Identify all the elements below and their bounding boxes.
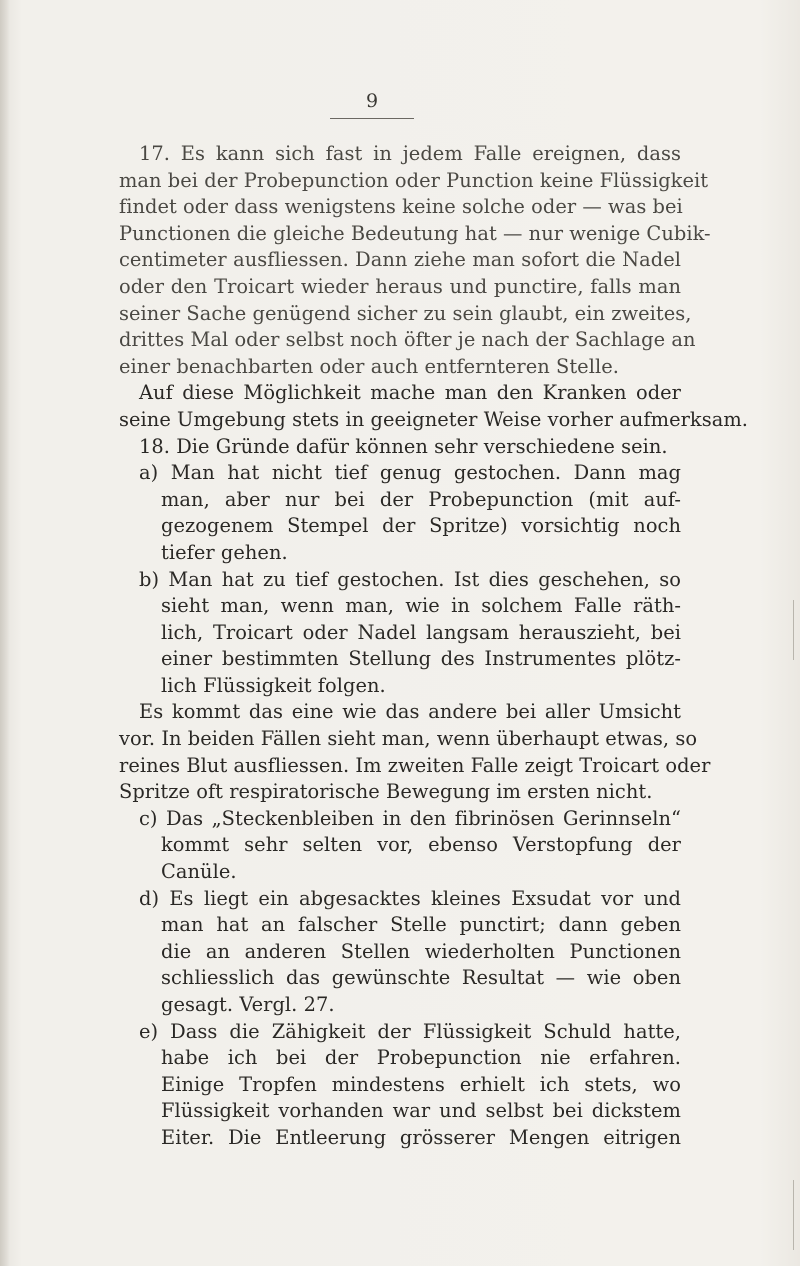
text-line: Punctionen die gleiche Bedeutung hat — nur wenige Cubik- <box>119 221 711 245</box>
text-line: drittes Mal oder selbst noch öfter je nach der Sachlage an <box>119 328 696 352</box>
text-line: findet oder dass wenigstens keine solche oder — was bei <box>119 195 683 219</box>
text-line: die an anderen Stellen wiederholten Punctionen <box>161 939 681 963</box>
text-line: gesagt. Vergl. 27. <box>161 993 335 1016</box>
text-line: habe ich bei der Probepunction nie erfahren. <box>161 1046 681 1070</box>
text-line: tiefer gehen. <box>161 540 288 564</box>
text-line: einer bestimmten Stellung des Instrumentes plötz- <box>161 647 681 671</box>
text-line: 18. Die Gründe dafür können sehr verschiedene sein. <box>139 434 668 458</box>
text-line: Es kommt das eine wie das andere bei aller Umsicht <box>139 700 681 724</box>
text-line: lich, Troicart oder Nadel langsam herauszieht, bei <box>161 620 681 644</box>
text-line: vor. In beiden Fällen sieht man, wenn überhaupt etwas, so <box>119 727 698 751</box>
text-line: Eiter. Die Entleerung grösserer Mengen eitrigen <box>161 1125 681 1149</box>
text-line: gezogenem Stempel der Spritze) vorsichtig noch <box>161 514 681 538</box>
text-line: a) Man hat nicht tief genug gestochen. Dann mag <box>139 461 681 485</box>
text-line: Flüssigkeit vorhanden war und selbst bei dickstem <box>161 1099 681 1123</box>
text-line: man, aber nur bei der Probepunction (mit auf- <box>161 487 681 511</box>
text-line: reines Blut ausfliessen. Im zweiten Falle zeigt Troicart oder <box>119 753 711 777</box>
text-line: Canüle. <box>161 860 237 884</box>
page-edge-mark <box>793 600 794 660</box>
binding-shadow <box>0 0 10 1266</box>
page-number: 9 <box>365 90 379 112</box>
text-line: seine Umgebung stets in geeigneter Weise vorher aufmerksam. <box>119 407 748 431</box>
text-line: lich Flüssigkeit folgen. <box>161 673 386 697</box>
text-line: schliesslich das gewünschte Resultat — wie oben <box>161 966 681 990</box>
text-line: einer benachbarten oder auch entfernteren Stelle. <box>119 354 619 378</box>
text-line: man hat an falscher Stelle punctirt; dann geben <box>161 913 681 937</box>
text-line: kommt sehr selten vor, ebenso Verstopfung der <box>161 833 681 857</box>
header-rule <box>330 118 414 119</box>
page-edge-mark <box>793 1180 794 1250</box>
text-line: centimeter ausfliessen. Dann ziehe man sofort die Nadel <box>119 248 681 272</box>
text-line: oder den Troicart wieder heraus und punctire, falls man <box>119 274 681 298</box>
text-line: e) Dass die Zähigkeit der Flüssigkeit Schuld hatte, <box>139 1019 681 1043</box>
text-line: d) Es liegt ein abgesacktes kleines Exsudat vor und <box>139 886 681 910</box>
text-line: Spritze oft respiratorische Bewegung im ersten nicht. <box>119 780 653 804</box>
text-line: b) Man hat zu tief gestochen. Ist dies geschehen, so <box>139 567 681 591</box>
text-line: Auf diese Möglichkeit mache man den Kranken oder <box>139 381 681 405</box>
text-line: Einige Tropfen mindestens erhielt ich stets, wo <box>161 1072 681 1096</box>
body-text <box>119 141 748 1152</box>
text-line: c) Das „Steckenbleiben in den fibrinösen Gerinnseln“ <box>139 806 681 830</box>
text-line: man bei der Probepunction oder Punction keine Flüssigkeit <box>119 168 709 192</box>
text-line: seiner Sache genügend sicher zu sein glaubt, ein zweites, <box>119 301 692 325</box>
text-line: sieht man, wenn man, wie in solchem Falle räth- <box>161 594 681 618</box>
text-line: 17. Es kann sich fast in jedem Falle ereignen, dass <box>139 142 681 165</box>
